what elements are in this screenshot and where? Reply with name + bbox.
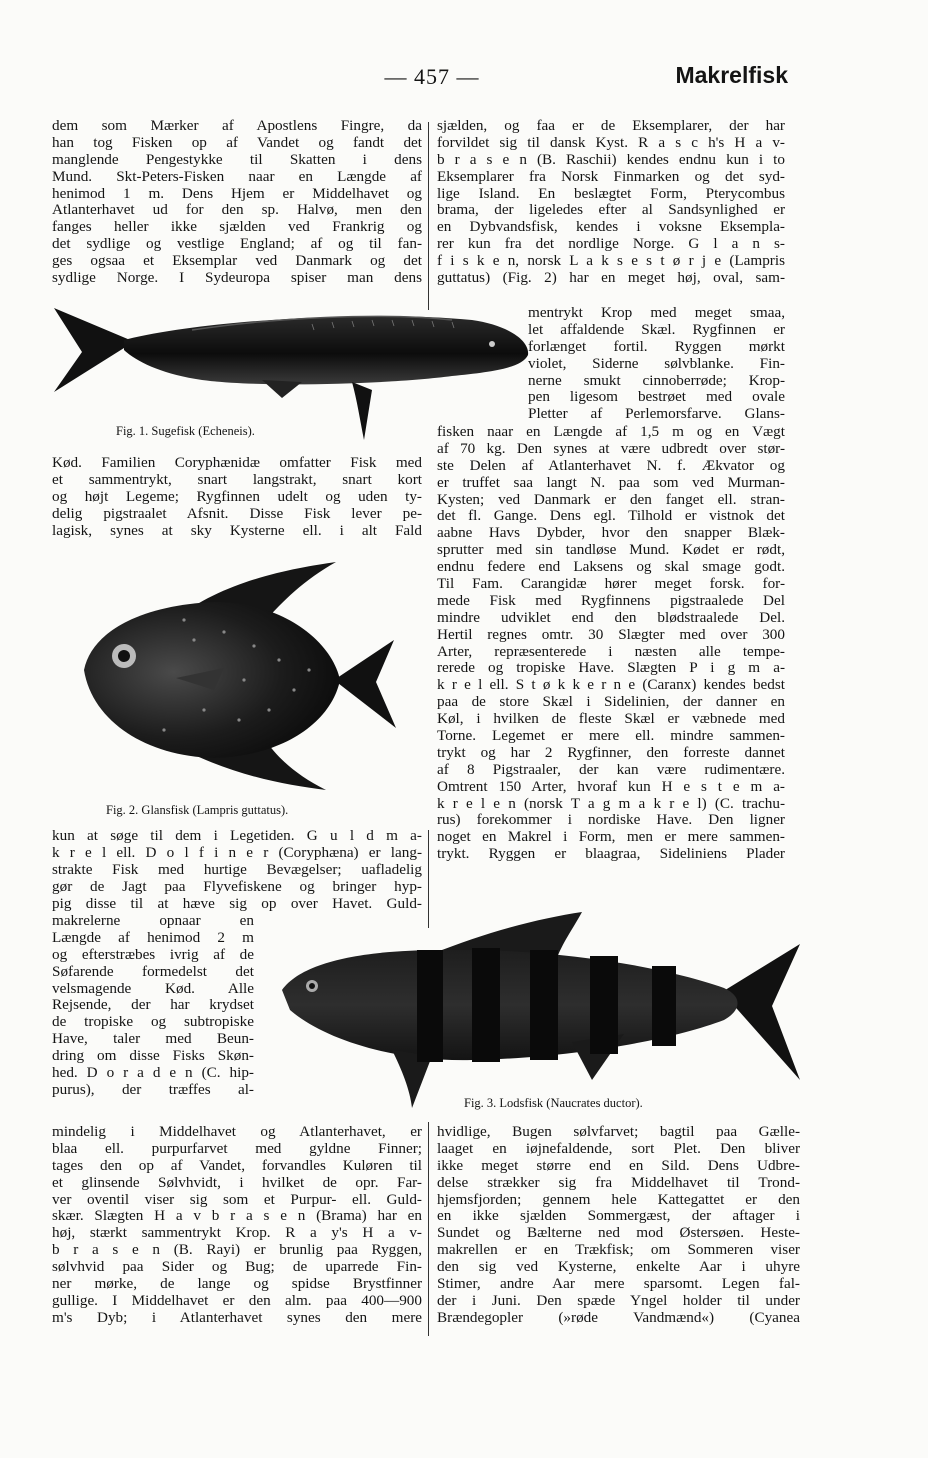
text-line: der i Juni. Den spæde Yngel holder til under: [437, 1292, 800, 1309]
figure-3-pilotfish-image: [272, 910, 802, 1115]
text-line: af 8 Pigstraaler, der kan være rudimentære.: [437, 761, 785, 778]
text-line: endnu federe end Laksens og skal smage godt.: [437, 559, 785, 576]
text-line: ver oventil viser sig som et Purpur- ell. Guld-: [52, 1191, 422, 1208]
text-line: sprutter med sin tandløse Mund. Kødet er rødt,: [437, 542, 785, 559]
text-line: sølvhvid paa Sider og Bug; de uparrede Fin-: [52, 1259, 422, 1276]
left-top-block: [52, 118, 422, 287]
text-line: gullige. I Middelhavet er den alm. paa 400—900: [52, 1292, 422, 1309]
text-line: mentrykt Krop med meget smaa,: [528, 305, 785, 321]
text-line: trykt og har 2 Rygfinner, den forreste dannet: [437, 744, 785, 761]
left-narrow-block: [52, 913, 254, 1099]
text-line: ikke meget større end en Sild. Dens Udbre-: [437, 1157, 800, 1174]
right-mid-block: [437, 424, 785, 863]
text-line: Atlanterhavet ud for den sp. Halvø, men den: [52, 202, 422, 219]
text-line: og efterstræbes ivrig af de: [52, 946, 254, 963]
left-bottom-block: [52, 1124, 422, 1327]
text-line: strakte Fisk med hurtige Bevægelser; uafladelig: [52, 861, 422, 878]
text-line: k r e l e n (norsk T a g m a k r e l) (C. trachu-: [437, 795, 785, 812]
text-line: rus) forekommer i nordiske Have. Den ligner: [437, 812, 785, 829]
text-line: makrelerne opnaar en: [52, 913, 254, 929]
text-line: gør de Jagt paa Flyvefiskene og bringer hyp-: [52, 878, 422, 895]
text-line: Torne. Legemet er mere ell. mindre sammen-: [437, 728, 785, 745]
text-line: hjemsfjorden; gennem hele Kattegattet er den: [437, 1191, 800, 1208]
text-line: Brændegopler (»røde Vandmænd«) (Cyanea: [437, 1309, 800, 1326]
text-line: b r a s e n (B. Raschii) kendes endnu kun i to: [437, 151, 785, 168]
text-line: dring om disse Fisks Skøn-: [52, 1048, 254, 1065]
text-line: det sydlige og vestlige England; af og til fan-: [52, 236, 422, 253]
column-rule-bottom: [428, 1122, 429, 1336]
text-line: paa de store Skæl i Sidelinien, der danner en: [437, 694, 785, 711]
text-line: ner mørke, de lange og spidse Brystfinner: [52, 1276, 422, 1293]
text-line: k r e l ell. D o l f i n e r (Coryphæna) er lang-: [52, 844, 422, 861]
text-line: brama, der ligeledes efter al Sandsynlighed er: [437, 202, 785, 219]
text-line: guttatus) (Fig. 2) har en meget høj, oval, sam-: [437, 270, 785, 287]
text-line: f i s k e n, norsk L a k s e s t ø r j e (Lampris: [437, 253, 785, 270]
text-line: lige Island. En beslægtet Form, Pterycombus: [437, 185, 785, 202]
text-line: Omtrent 150 Arter, hvoraf kun H e s t e m a-: [437, 778, 785, 795]
text-line: ges ogsaa et Eksemplar ved Danmark og det: [52, 253, 422, 270]
text-line: blaa ell. purpurfarvet med gyldne Finner;: [52, 1140, 422, 1157]
right-bottom-block: [437, 1124, 800, 1327]
text-line: let affaldende Skæl. Rygfinnen er: [528, 321, 785, 338]
figure-3-caption: Fig. 3. Lodsfisk (Naucrates ductor).: [464, 1096, 643, 1110]
text-line: Pletter af Perlemorsfarve. Glans-: [528, 406, 785, 423]
figure-2-caption: Fig. 2. Glansfisk (Lampris guttatus).: [106, 803, 289, 817]
text-line: en ikke sjælden Sommergæst, der aftager i: [437, 1208, 800, 1225]
text-line: Sundet og Bælterne ned mod Østersøen. Heste-: [437, 1225, 800, 1242]
text-line: det fl. Gange. Dens egl. Tilhold er vistnok det: [437, 508, 785, 525]
text-line: dem som Mærker af Apostlens Fingre, da: [52, 118, 422, 134]
text-line: en Dybvandsfisk, kendes i voksne Eksempla-: [437, 219, 785, 236]
text-line: Eksemplarer fra Norsk Finmarken og det syd-: [437, 168, 785, 185]
text-line: trykt. Ryggen er blaagraa, Sideliniens Plader: [437, 846, 785, 863]
text-line: rer kun fra det nordlige Norge. G l a n s-: [437, 236, 785, 253]
text-line: b r a s e n (B. Rayi) er brunlig paa Ryggen,: [52, 1242, 422, 1259]
text-line: makrellen er en Trækfisk; om Sommeren viser: [437, 1242, 800, 1259]
text-line: mindre udviklet end den blødstraalede Del.: [437, 609, 785, 626]
text-line: kun at søge til dem i Legetiden. G u l d m a-: [52, 828, 422, 844]
text-line: den sig ved Kysterne, enkelte Aar i uhyre: [437, 1259, 800, 1276]
text-line: Hertil regnes omtr. 30 Slægter med over 300: [437, 626, 785, 643]
text-line: sjælden, og faa er de Eksemplarer, der har: [437, 118, 785, 134]
text-line: Til Fam. Carangidæ hører meget forsk. for-: [437, 576, 785, 593]
text-line: Mund. Skt-Peters-Fisken naar en Længde af: [52, 168, 422, 185]
left-mid-block: [52, 455, 422, 539]
text-line: ste Delen af Atlanterhavet N. f. Ækvator og: [437, 457, 785, 474]
text-line: henimod 1 m. Dens Hjem er Middelhavet og: [52, 185, 422, 202]
text-line: manglende Pengestykke til Skatten i dens: [52, 151, 422, 168]
text-line: sydlige Norge. I Sydeuropa spiser man dens: [52, 270, 422, 287]
text-line: delig pigstraalet Afsnit. Disse Fisk lever pe-: [52, 505, 422, 522]
text-line: Kød. Familien Coryphænidæ omfatter Fisk med: [52, 455, 422, 471]
text-line: hvidlige, Bugen sølvfarvet; bagtil paa Gælle-: [437, 1124, 800, 1140]
text-line: Længde af henimod 2 m: [52, 929, 254, 946]
text-line: velsmagende Kød. Alle: [52, 980, 254, 997]
text-line: rerede og tropiske Have. Slægten P i g m a-: [437, 660, 785, 677]
text-line: af 70 kg. Den synes at være udbredt over stør-: [437, 440, 785, 457]
text-line: og højt Legeme; Rygfinnen udelt og uden ty-: [52, 488, 422, 505]
text-line: Kysten; ved Danmark er den fanget ell. stran-: [437, 491, 785, 508]
text-line: hed. D o r a d e n (C. hip-: [52, 1065, 254, 1082]
text-line: forvildet sig til dansk Kyst. R a s c h's H a v-: [437, 134, 785, 151]
text-line: Stimer, andre Aar mere sparsomt. Legen fal-: [437, 1276, 800, 1293]
text-line: laaget en iøjnefaldende, sort Plet. Den bliver: [437, 1140, 800, 1157]
text-line: han tog Fisken op af Vandet og fandt det: [52, 134, 422, 151]
text-line: noget en Makrel i Form, men er mere sammen-: [437, 829, 785, 846]
text-line: skær. Slægten H a v b r a s e n (Brama) har en: [52, 1208, 422, 1225]
text-line: pen ligesom bestrøet med ovale: [528, 389, 785, 406]
running-title: Makrelfisk: [675, 62, 788, 88]
text-line: tages den op af Vandet, forvandles Kuløren til: [52, 1157, 422, 1174]
text-line: k r e l ell. S t ø k k e r n e (Caranx) kendes bedst: [437, 677, 785, 694]
figure-2-opah-image: [64, 560, 400, 792]
right-narrow-block: [528, 305, 785, 423]
text-line: de tropiske og subtropiske: [52, 1014, 254, 1031]
figure-1-caption: Fig. 1. Sugefisk (Echeneis).: [116, 424, 255, 438]
text-line: delse strækker sig fra Middelhavet til Trond-: [437, 1174, 800, 1191]
right-top-block: [437, 118, 785, 287]
text-line: m's Dyb; i Atlanterhavet synes den mere: [52, 1309, 422, 1326]
text-line: forlænget fortil. Ryggen mørkt: [528, 338, 785, 355]
text-line: violet, Siderne sølvblanke. Fin-: [528, 355, 785, 372]
text-line: lagisk, synes at sky Kysterne ell. i alt Fald: [52, 522, 422, 539]
text-line: nerne smukt cinnoberrøde; Krop-: [528, 372, 785, 389]
text-line: fisken naar en Længde af 1,5 m og en Vægt: [437, 424, 785, 440]
text-line: mede Fisk med Rygfinnens pigstraalede Del: [437, 592, 785, 609]
text-line: purus), der træffes al-: [52, 1081, 254, 1098]
left-low-block: [52, 828, 422, 912]
text-line: et glinsende Sølvhvidt, i hvilket de opr. Far-: [52, 1174, 422, 1191]
text-line: Søfarende formedelst det: [52, 963, 254, 980]
text-line: mindelig i Middelhavet og Atlanterhavet, er: [52, 1124, 422, 1140]
text-line: høj, stærkt sammentrykt Krop. R a y's H a v-: [52, 1225, 422, 1242]
text-line: aabne Havs Dybder, hvor den snapper Blæk-: [437, 525, 785, 542]
text-line: Arter, repræsenterede i næsten alle tempe-: [437, 643, 785, 660]
text-line: Rejsende, der har krydset: [52, 997, 254, 1014]
text-line: pig disse til at hæve sig op over Havet. Guld-: [52, 895, 422, 912]
text-line: fanges heller ikke sjælden ved Frankrig og: [52, 219, 422, 236]
text-line: et sammentrykt, snart langstrakt, snart kort: [52, 471, 422, 488]
text-line: er truffet saa langt N. paa som ved Murman-: [437, 474, 785, 491]
text-line: Køl, i hvilken de fleste Skæl er væbnede med: [437, 711, 785, 728]
text-line: Have, taler med Beun-: [52, 1031, 254, 1048]
column-rule-top: [428, 122, 429, 310]
page-number: — 457 —: [384, 64, 480, 89]
